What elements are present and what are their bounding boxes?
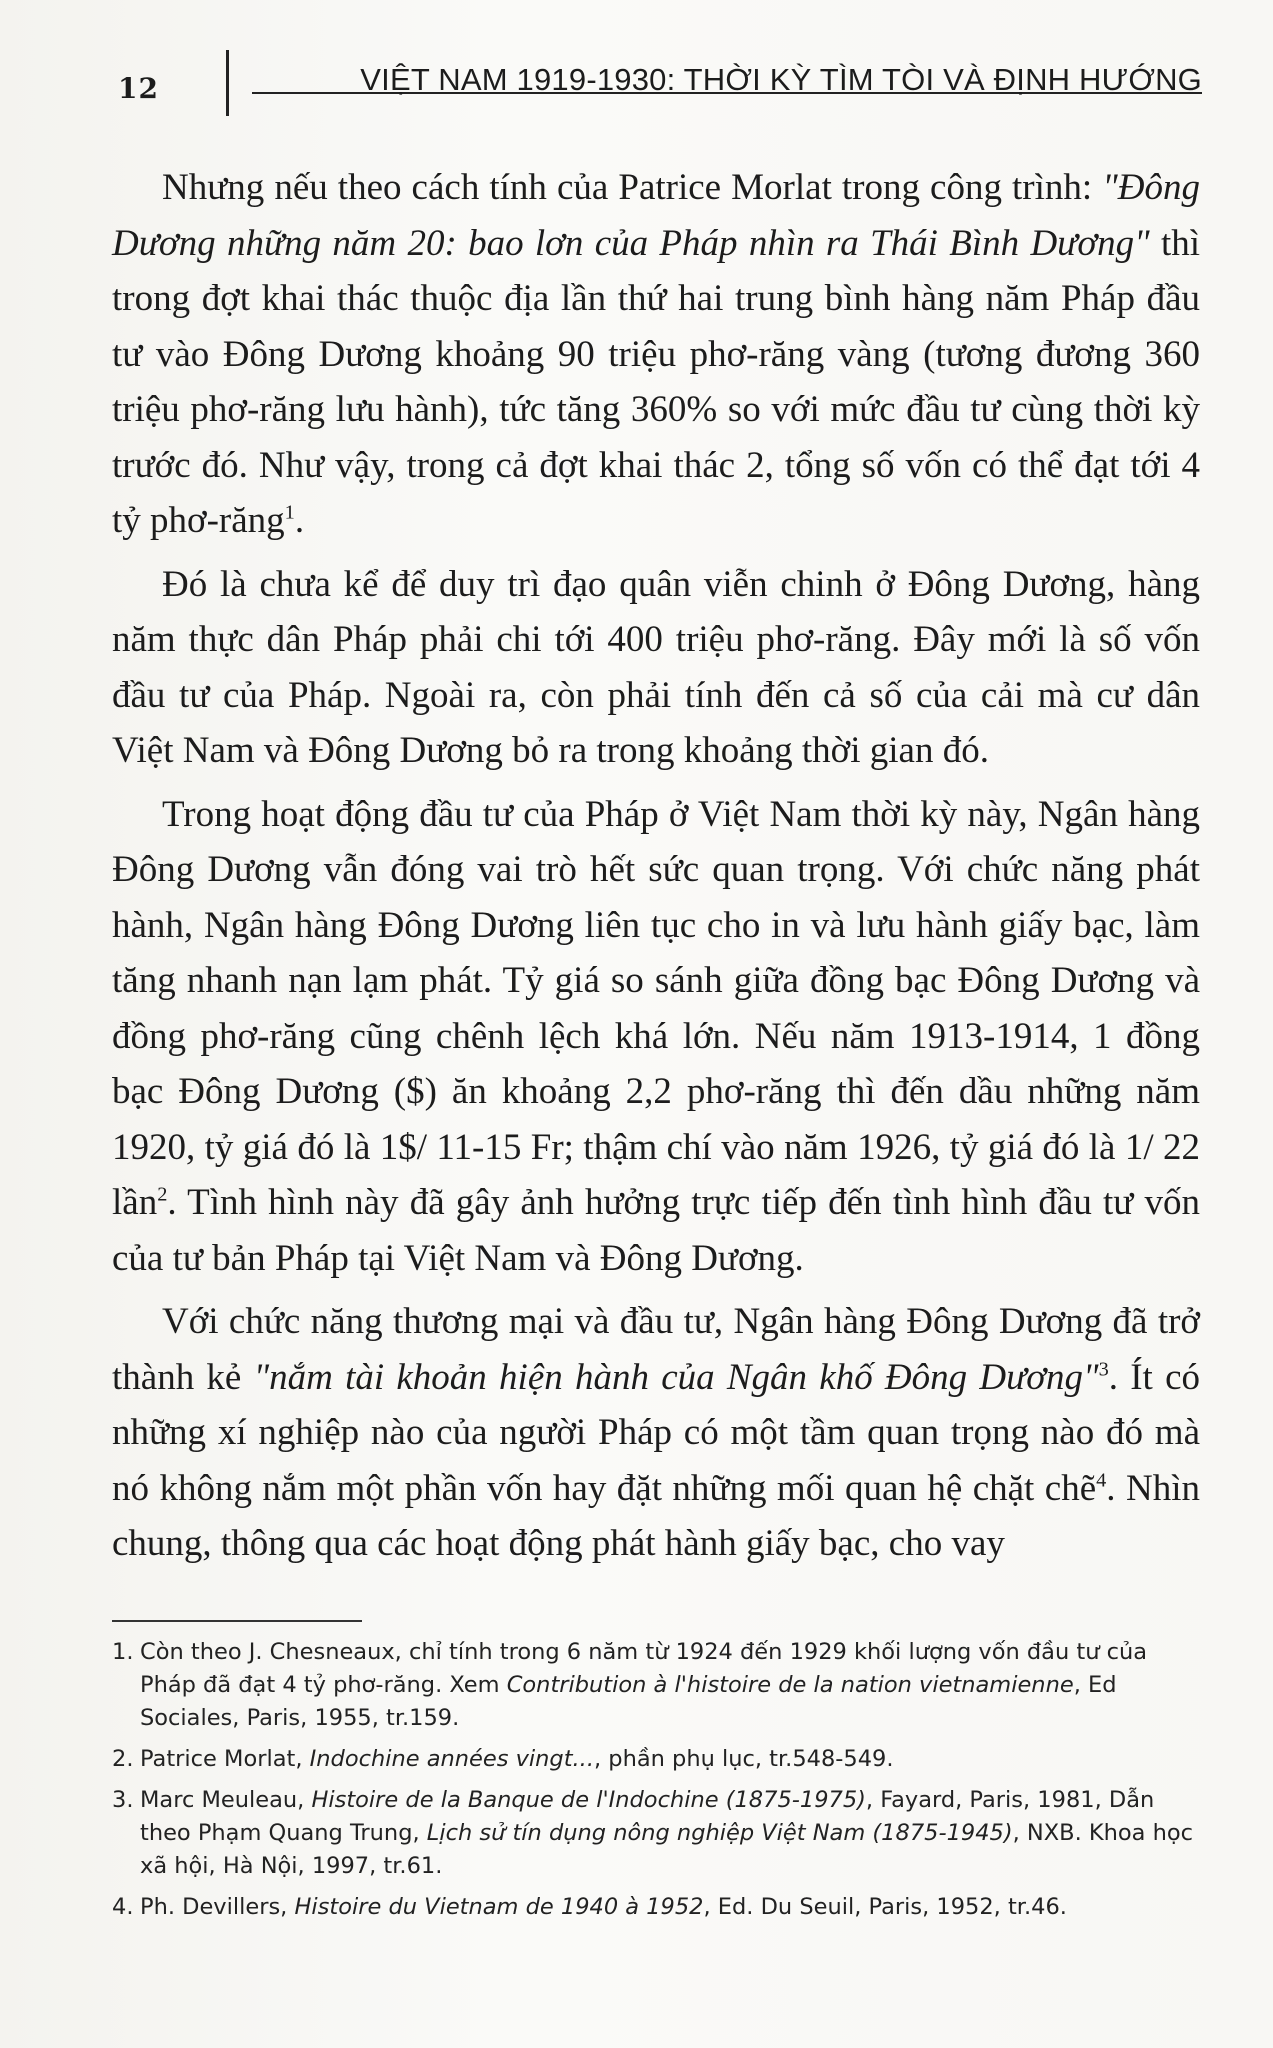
footnote-number: 1. [112,1639,134,1665]
paragraph-4-text-a: Với chức năng thương mại và đầu tư, Ngân hàng Đông Dương đã trở thành kẻ [112,1301,1200,1398]
footnote-number: 2. [112,1746,134,1772]
paragraph-1-text-c: . [294,500,305,541]
footnote-3 [112,1784,1202,1883]
footnote-text: , Ed. Du Seuil, Paris, 1952, tr.46. [703,1894,1067,1920]
paragraph-2 [112,557,1200,779]
footnote-separator [112,1620,362,1622]
footnote-title: Contribution à l'histoire de la nation vietnamienne [506,1672,1074,1698]
footnote-title: Histoire de la Banque de l'Indochine (1875-1975) [311,1787,866,1813]
paragraph-4-text-b: . Ít có những xí nghiệp nào của người Pháp có một tầm quan trọng nào đó mà nó không nắm một phần vốn hay đặt những mối quan hệ chặt chẽ [112,1356,1200,1509]
footnote-title: Indochine années vingt... [309,1746,594,1772]
quoted-phrase: "nắm tài khoản hiện hành của Ngân khố Đông Dương" [253,1356,1099,1398]
footnote-text: Còn theo J. Chesneaux, chỉ tính trong 6 năm từ 1924 đến 1929 khối lượng vốn đầu tư của Pháp đã đạt 4 tỷ phơ-răng. Xem [140,1639,1148,1698]
paragraph-4-text-c: . Nhìn chung, thông qua các hoạt động phát hành giấy bạc, cho vay [112,1467,1200,1564]
footnote-1 [112,1636,1202,1735]
paragraph-1-text-a: Nhưng nếu theo cách tính của Patrice Morlat trong công trình: [162,167,1103,208]
footnote-text: , Ed Sociales, Paris, 1955, tr.159. [140,1672,1117,1731]
page-number: 12 [118,72,159,105]
header-divider-vertical [226,50,229,116]
paragraph-2-text: Đó là chưa kể để duy trì đạo quân viễn chinh ở Đông Dương, hàng năm thực dân Pháp phải chi tới 400 triệu phơ-răng. Đây mới là số vốn đầu tư của Pháp. Ngoài ra, còn phải tính đến cả số của cải mà cư dân Việt Nam và Đông Dương bỏ ra trong khoảng thời gian đó. [112,563,1200,771]
paragraph-4 [112,1294,1200,1572]
running-title: VIỆT NAM 1919-1930: THỜI KỲ TÌM TÒI VÀ ĐỊNH HƯỚNG [360,62,1202,97]
footnote-4 [112,1891,1202,1924]
footnote-text: Marc Meuleau, [140,1787,312,1813]
paragraph-1-text-b: thì trong đợt khai thác thuộc địa lần thứ hai trung bình hàng năm Pháp đầu tư vào Đông Dương khoảng 90 triệu phơ-răng vàng (tương đương 360 triệu phơ-răng lưu hành), tức tăng 360% so với mức đầu tư cùng thời kỳ trước đó. Như vậy, trong cả đợt khai thác 2, tổng số vốn có thể đạt tới 4 tỷ phơ-răng [112,222,1201,541]
footnote-ref-3[interactable]: 3 [1098,1358,1109,1381]
footnote-title: Histoire du Vietnam de 1940 à 1952 [294,1894,704,1920]
paragraph-1 [112,160,1200,549]
footnote-text: Ph. Devillers, [140,1894,295,1920]
footnote-title: Lịch sử tín dụng nông nghiệp Việt Nam (1875-1945) [426,1820,1013,1846]
footnote-text: , NXB. Khoa học xã hội, Hà Nội, 1997, tr.61. [140,1820,1194,1879]
footnote-text: , phần phụ lục, tr.548-549. [593,1746,894,1772]
footnote-ref-4[interactable]: 4 [1096,1469,1107,1492]
body-text [112,160,1200,1580]
footnote-number: 4. [112,1894,134,1920]
page-header [110,48,1202,128]
footnote-2 [112,1743,1202,1776]
footnote-number: 3. [112,1787,134,1813]
paragraph-3-text-a: Trong hoạt động đầu tư của Pháp ở Việt Nam thời kỳ này, Ngân hàng Đông Dương vẫn đóng vai trò hết sức quan trọng. Với chức năng phát hành, Ngân hàng Đông Dương liên tục cho in và lưu hành giấy bạc, làm tăng nhanh nạn lạm phát. Tỷ giá so sánh giữa đồng bạc Đông Dương và đồng phơ-răng cũng chênh lệch khá lớn. Nếu năm 1913-1914, 1 đồng bạc Đông Dương ($) ăn khoảng 2,2 phơ-răng thì đến dầu những năm 1920, tỷ giá đó là 1$/ 11-15 Fr; thậm chí vào năm 1926, tỷ giá đó là 1/ 22 lần [112,793,1200,1223]
footnote-text: Patrice Morlat, [140,1746,310,1772]
paragraph-3 [112,787,1200,1287]
paragraph-3-text-b: . Tình hình này đã gây ảnh hưởng trực tiếp đến tình hình đầu tư vốn của tư bản Pháp tại Việt Nam và Đông Dương. [112,1182,1200,1279]
quoted-work-title: "Đông Dương những năm 20: bao lơn của Pháp nhìn ra Thái Bình Dương" [112,167,1200,264]
footnote-ref-2[interactable]: 2 [157,1183,168,1206]
footnote-text: , Fayard, Paris, 1981, Dẫn theo Phạm Quang Trung, [140,1787,1155,1846]
footnotes [112,1636,1202,1932]
footnote-ref-1[interactable]: 1 [284,501,295,524]
